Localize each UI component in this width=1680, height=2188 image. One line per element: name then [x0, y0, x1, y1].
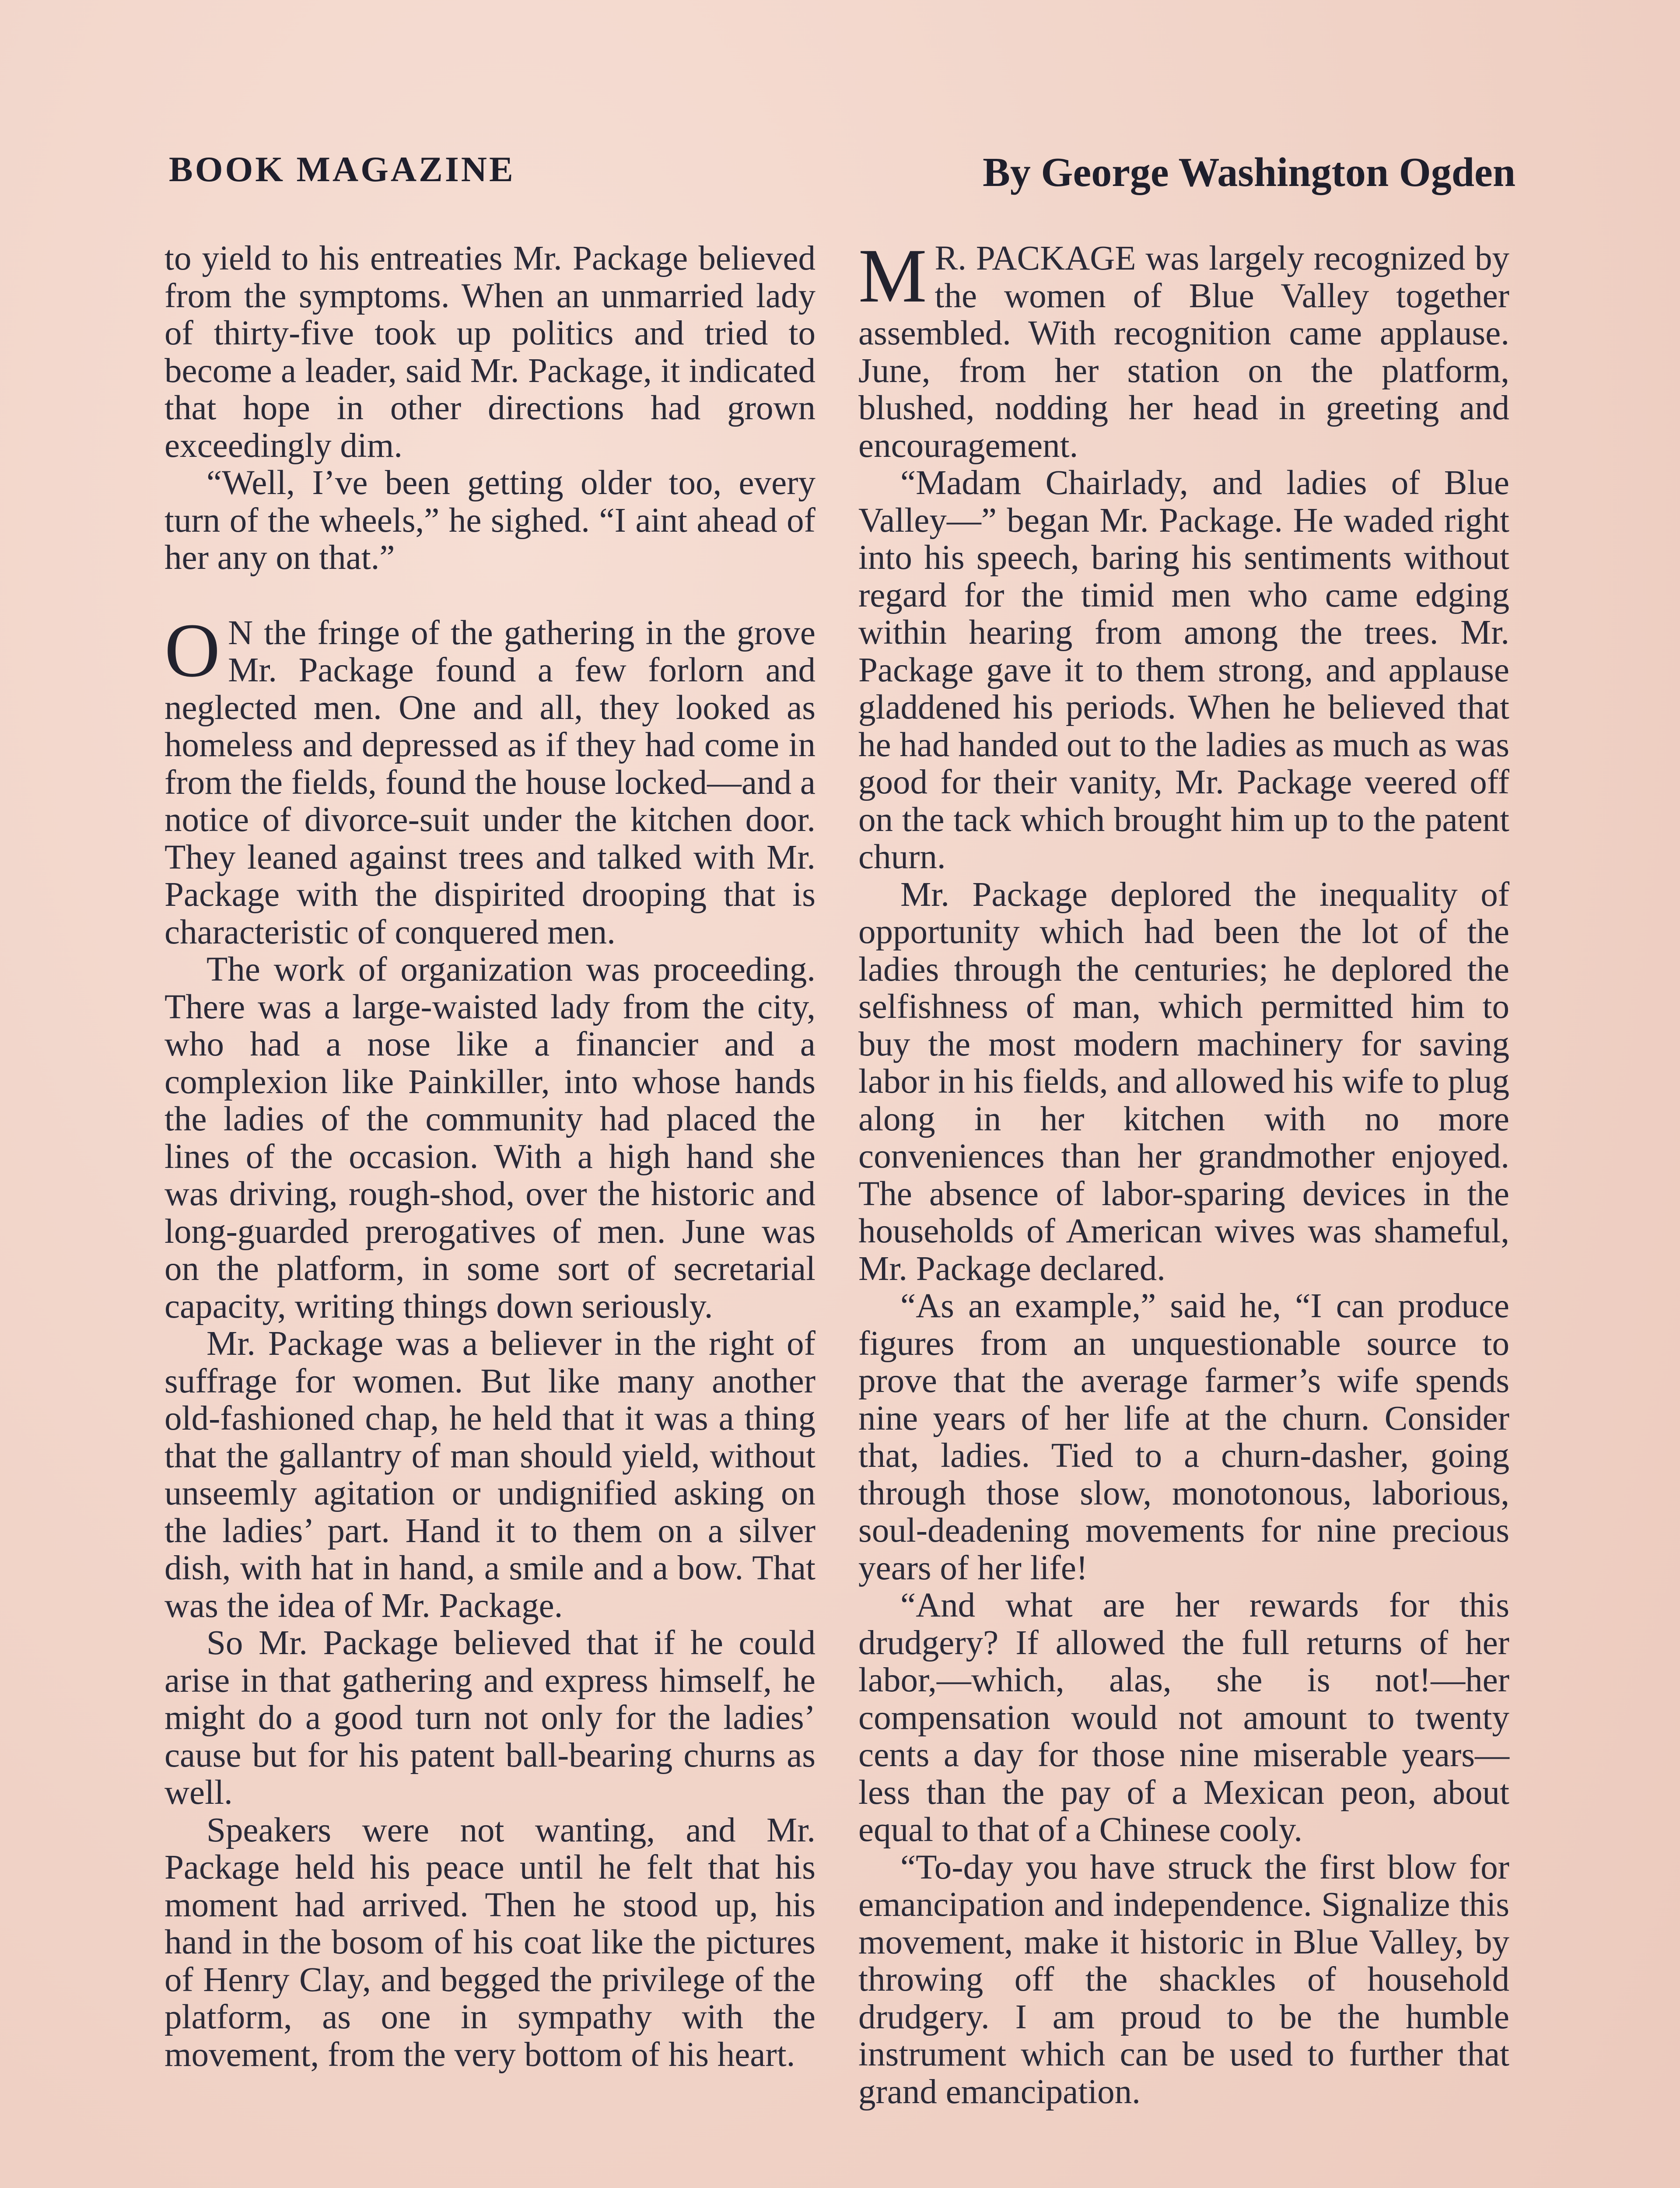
paragraph: “To-day you have struck the first blow for emancipation and independence. Signalize this movement, make it historic in Blue Valley, by throwing off the shackles of household drudgery. I am proud to be the humble instrument which can be used to further that grand emancipation.	[858, 1848, 1509, 2111]
paragraph: Mr. Package was a believer in the right of suffrage for women. But like many another old-fashioned chap, he held that it was a thing that the gallantry of man should yield, without unseemly agitation or undignified asking on the ladies’ part. Hand it to them on a silver dish, with hat in hand, a smile and a bow. That was the idea of Mr. Package.	[164, 1325, 816, 1625]
section-opening-paragraph	[164, 607, 816, 951]
drop-cap: M	[858, 233, 927, 319]
paragraph: The work of organization was proceeding. There was a large-waisted lady from the city, who had a nose like a financier and a complexion like Painkiller, into whose hands the ladies of the community had placed the lines of the occasion. With a high hand she was driving, rough-shod, over the historic and long-guarded prerogatives of men. June was on the platform, in some sort of secretarial capacity, writing things down seriously.	[164, 950, 816, 1325]
paragraph: to yield to his entreaties Mr. Package believed from the symptoms. When an unmarried lady of thirty-five took up politics and tried to become a leader, said Mr. Package, it indicated that hope in other directions had grown exceedingly dim.	[164, 239, 816, 465]
right-column	[858, 233, 1509, 2111]
paragraph: “Well, I’ve been getting older too, every turn of the wheels,” he sighed. “I aint ahead of her any on that.”	[164, 464, 816, 577]
section-opening-paragraph	[858, 233, 1509, 465]
paragraph: “As an example,” said he, “I can produce figures from an unquestionable source to prove that the average farmer’s wife spends nine years of her life at the churn. Consider that, ladies. Tied to a churn-dasher, going through those slow, monotonous, laborious, soul-deadening movements for nine precious years of her life!	[858, 1287, 1509, 1587]
running-head-publication: BOOK MAGAZINE	[169, 149, 515, 189]
paragraph: Mr. Package deplored the inequality of opportunity which had been the lot of the ladies through the centuries; he deplored the selfishness of man, which permitted him to buy the most modern machinery for saving labor in his fields, and allowed his wife to plug along in her kitchen with no more conveniences than her grandmother enjoyed. The absence of labor-sparing devices in the households of American wives was shameful, Mr. Package declared.	[858, 875, 1509, 1288]
paragraph: Speakers were not wanting, and Mr. Package held his peace until he felt that his moment had arrived. Then he stood up, his hand in the bosom of his coat like the pictures of Henry Clay, and begged the privilege of the platform, as one in sympathy with the movement, from the very bottom of his heart.	[164, 1811, 816, 2074]
paragraph: “Madam Chairlady, and ladies of Blue Valley—” began Mr. Package. He waded right into his speech, baring his sentiments without regard for the timid men who came edging within hearing from among the trees. Mr. Package gave it to them strong, and applause gladdened his periods. When he believed that he had handed out to the ladies as much as was good for their vanity, Mr. Package veered off on the tack which brought him up to the patent churn.	[858, 464, 1509, 876]
paragraph: “And what are her rewards for this drudgery? If allowed the full returns of her labor,—which, alas, she is not!—her compensation would not amount to twenty cents a day for those nine miserable years—less than the pay of a Mexican peon, about equal to that of a Chinese cooly.	[858, 1586, 1509, 1849]
running-head-author: By George Washington Ogden	[983, 150, 1516, 195]
paragraph-text: N the fringe of the gathering in the grove Mr. Package found a few forlorn and neglected men. One and all, they looked as homeless and depressed as if they had come in from the fields, found the house locked—and a notice of divorce-suit under the kitchen door. They leaned against trees and talked with Mr. Package with the dispirited drooping that is characteristic of conquered men.	[164, 614, 816, 951]
left-column	[164, 240, 816, 2073]
paragraph-text: R. PACKAGE was largely recognized by the women of Blue Valley together assembled. With recognition came applause. June, from her station on the platform, blushed, nodding her head in greeting and encouragement.	[858, 239, 1509, 465]
paragraph: So Mr. Package believed that if he could arise in that gathering and express himself, he might do a good turn not only for the ladies’ cause but for his patent ball-bearing churns as well.	[164, 1624, 816, 1812]
drop-cap: O	[164, 607, 220, 693]
